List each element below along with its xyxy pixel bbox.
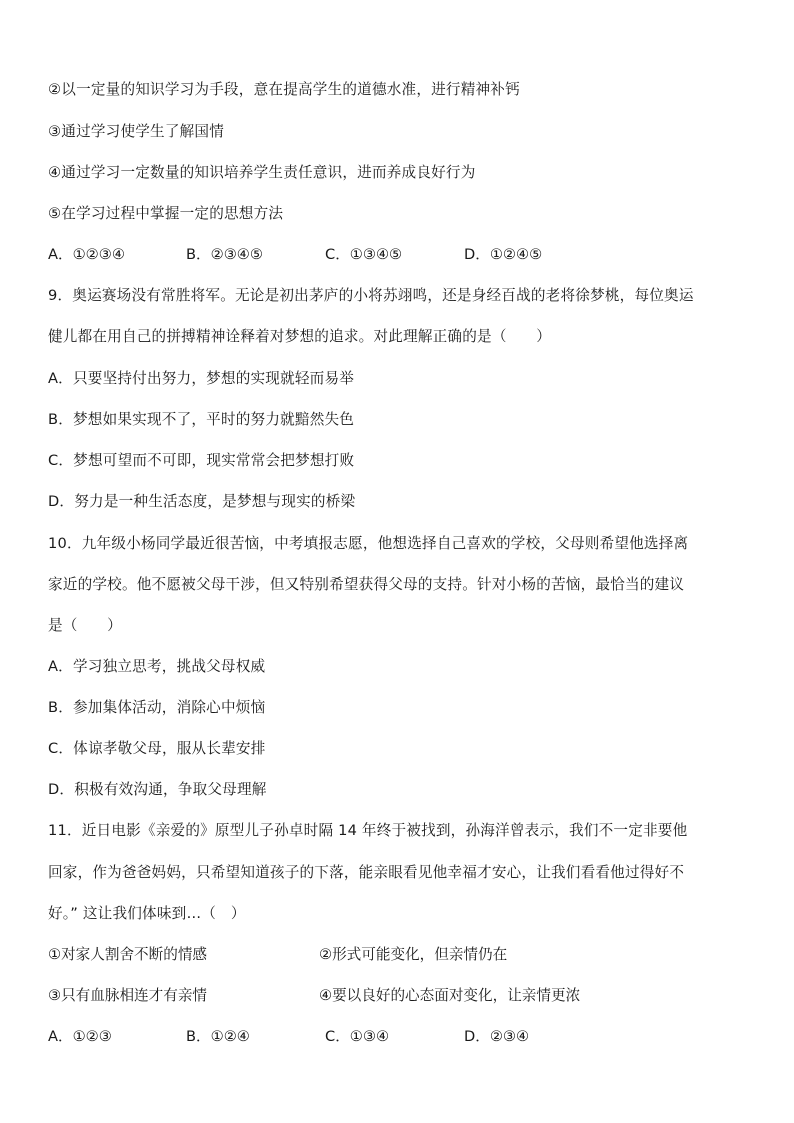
q9-option-a[interactable]: A．只要坚持付出努力，梦想的实现就轻而易举 <box>48 370 355 387</box>
q9-option-b[interactable]: B．梦想如果实现不了，平时的努力就黯然失色 <box>48 411 355 428</box>
q11-stem-line2: 回家，作为爸爸妈妈，只希望知道孩子的下落，能亲眼看见他幸福才安心，让我们看看他过得好不 <box>48 864 685 881</box>
q11-option-a[interactable]: A．①②③ <box>48 1028 112 1045</box>
q8-statement-5: ⑤在学习过程中掌握一定的思想方法 <box>48 205 284 222</box>
q9-option-c[interactable]: C．梦想可望而不可即，现实常常会把梦想打败 <box>48 452 355 469</box>
q11-statement-3: ③只有血脉相连才有亲情 <box>48 987 208 1004</box>
q11-statement-4: ④要以良好的心态面对变化，让亲情更浓 <box>319 987 581 1004</box>
q11-statement-2: ②形式可能变化，但亲情仍在 <box>319 946 508 963</box>
q10-stem-line3: 是（ ） <box>48 617 122 634</box>
q10-stem-line1: 10．九年级小杨同学最近很苦恼，中考填报志愿，他想选择自己喜欢的学校，父母则希望他选择离 <box>48 535 689 552</box>
q11-option-b[interactable]: B．①②④ <box>186 1028 250 1045</box>
q8-statement-2: ②以一定量的知识学习为手段，意在提高学生的道德水准，进行精神补钙 <box>48 81 520 98</box>
q8-option-b[interactable]: B．②③④⑤ <box>186 246 263 263</box>
q9-stem-line1: 9．奥运赛场没有常胜将军。无论是初出茅庐的小将苏翊鸣，还是身经百战的老将徐梦桃，每位奥运 <box>48 287 694 304</box>
q11-options <box>48 1027 758 1047</box>
q11-option-d[interactable]: D．②③④ <box>464 1028 530 1045</box>
q11-stem-line1: 11．近日电影《亲爱的》原型儿子孙卓时隔 14 年终于被找到，孙海洋曾表示，我们不一定非要他 <box>48 822 688 839</box>
q9-option-d[interactable]: D．努力是一种生活态度，是梦想与现实的桥梁 <box>48 493 356 510</box>
q8-statement-4: ④通过学习一定数量的知识培养学生责任意识，进而养成良好行为 <box>48 164 476 181</box>
q11-stem-line3: 好。” 这让我们体味到…（ ） <box>48 905 246 922</box>
q9-stem-line2: 健儿都在用自己的拼搏精神诠释着对梦想的追求。对此理解正确的是（ ） <box>48 328 551 345</box>
q8-options <box>48 245 758 265</box>
q8-option-a[interactable]: A．①②③④ <box>48 246 125 263</box>
q11-statements-row1 <box>48 945 758 965</box>
q10-option-d[interactable]: D．积极有效沟通，争取父母理解 <box>48 781 267 798</box>
q11-statements-row2 <box>48 986 758 1006</box>
q8-statement-3: ③通过学习使学生了解国情 <box>48 123 225 140</box>
q10-option-b[interactable]: B．参加集体活动，消除心中烦恼 <box>48 699 266 716</box>
q10-option-c[interactable]: C．体谅孝敬父母，服从长辈安排 <box>48 740 266 757</box>
q8-option-d[interactable]: D．①②④⑤ <box>464 246 543 263</box>
q10-stem-line2: 家近的学校。他不愿被父母干涉，但又特别希望获得父母的支持。针对小杨的苦恼，最恰当的建议 <box>48 576 685 593</box>
q11-option-c[interactable]: C．①③④ <box>325 1028 390 1045</box>
q10-option-a[interactable]: A．学习独立思考，挑战父母权威 <box>48 658 266 675</box>
q8-option-c[interactable]: C．①③④⑤ <box>325 246 403 263</box>
q11-statement-1: ①对家人割舍不断的情感 <box>48 946 208 963</box>
